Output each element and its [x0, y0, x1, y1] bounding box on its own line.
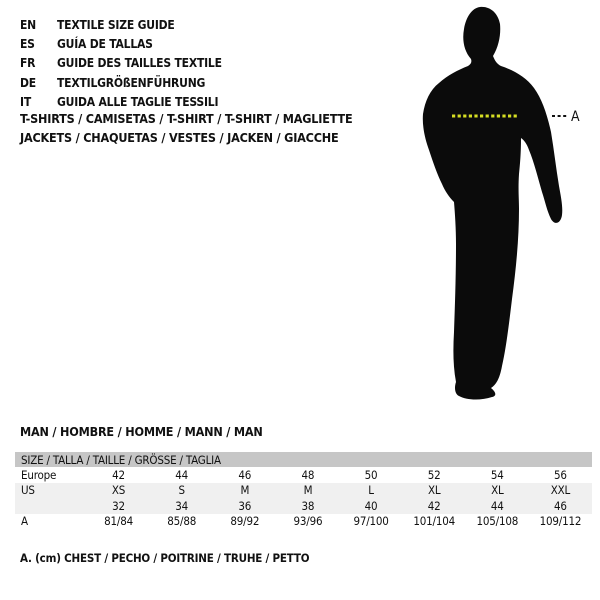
language-title: TEXTILGRÖßENFÜHRUNG [57, 75, 206, 90]
size-value: 85/88 [167, 514, 197, 529]
size-value: 89/92 [230, 514, 260, 529]
garment-categories [20, 109, 352, 148]
language-code: FR [20, 56, 36, 71]
size-table-header [15, 452, 592, 467]
size-value: L [368, 483, 374, 498]
size-value: 81/84 [104, 514, 133, 529]
size-value: 48 [301, 467, 315, 482]
language-row-de [20, 73, 222, 92]
size-value: 50 [364, 467, 378, 482]
size-value: 36 [238, 498, 252, 513]
language-list [20, 15, 222, 111]
language-row-en [20, 15, 222, 34]
size-value: 32 [112, 498, 125, 513]
size-value: 56 [554, 467, 567, 482]
size-value: 93/96 [293, 514, 323, 529]
language-title: GUÍA DE TALLAS [57, 36, 153, 51]
language-row-es [20, 34, 222, 53]
row-label: Europe [21, 467, 57, 482]
size-value: 34 [175, 498, 189, 513]
size-value: 44 [490, 498, 504, 513]
category-tshirts: T-SHIRTS / CAMISETAS / T-SHIRT / T-SHIRT / MAGLIETTE [20, 111, 353, 127]
man-silhouette-figure [400, 4, 590, 402]
size-value: 97/100 [353, 514, 389, 529]
size-value: 38 [301, 498, 315, 513]
language-row-fr [20, 54, 222, 73]
table-row-us-numbers [15, 498, 592, 514]
language-title: GUIDE DES TAILLES TEXTILE [57, 56, 222, 71]
size-value: 101/104 [413, 514, 455, 529]
size-value: 44 [175, 467, 189, 482]
man-silhouette-path [423, 7, 562, 400]
measurement-footnote: A. (cm) CHEST / PECHO / POITRINE / TRUHE / PETTO [20, 551, 310, 565]
size-value: XS [111, 483, 126, 498]
category-jackets: JACKETS / CHAQUETAS / VESTES / JACKEN / GIACCHE [20, 130, 339, 146]
table-row-chest-cm [15, 514, 592, 530]
size-value: M [303, 483, 313, 498]
language-code: ES [20, 36, 35, 51]
measure-a-label: A [571, 109, 580, 125]
row-label: A [21, 514, 28, 529]
size-table [15, 452, 592, 529]
table-row-us-letters [15, 483, 592, 499]
language-code: DE [20, 75, 36, 90]
size-table-header-label: SIZE / TALLA / TAILLE / GRÖSSE / TAGLIA [21, 452, 221, 467]
size-value: 105/108 [476, 514, 519, 529]
language-code: IT [20, 94, 31, 109]
table-row-europe [15, 467, 592, 483]
size-value: 109/112 [539, 514, 582, 529]
language-title: GUIDA ALLE TAGLIE TESSILI [57, 94, 219, 109]
size-value: XL [427, 483, 441, 498]
size-value: 42 [427, 498, 441, 513]
size-value: 46 [238, 467, 252, 482]
section-title-man: MAN / HOMBRE / HOMME / MANN / MAN [20, 424, 263, 439]
size-value: M [240, 483, 250, 498]
size-value: 52 [427, 467, 441, 482]
size-value: XXL [550, 483, 571, 498]
size-value: XL [491, 483, 504, 498]
size-value: 40 [364, 498, 378, 513]
language-title: TEXTILE SIZE GUIDE [57, 17, 175, 32]
man-silhouette-svg [400, 4, 590, 402]
row-label: US [21, 483, 35, 498]
language-code: EN [20, 17, 37, 32]
size-value: 46 [554, 498, 567, 513]
size-value: 42 [112, 467, 125, 482]
size-value: S [178, 483, 185, 498]
size-value: 54 [490, 467, 504, 482]
